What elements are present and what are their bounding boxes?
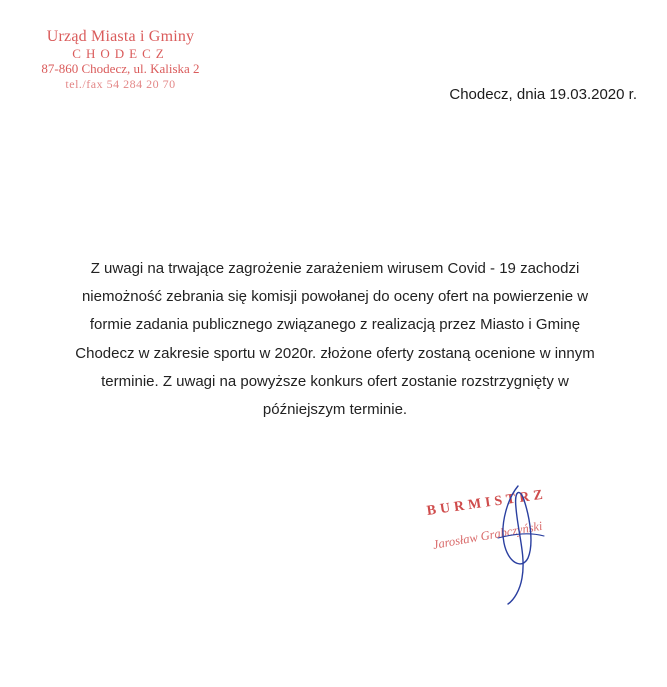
mayor-name: Jarosław Grabczyński — [431, 518, 544, 552]
office-stamp — [28, 28, 213, 92]
notice-body — [30, 255, 640, 424]
date-line: Chodecz, dnia 19.03.2020 r. — [449, 86, 637, 103]
stamp-address: 87-860 Chodecz, ul. Kaliska 2 — [41, 61, 200, 76]
notice-line: niemożność zebrania się komisji powołanej do oceny ofert na powierzenie w — [81, 288, 589, 306]
notice-line: późniejszym terminie. — [262, 401, 408, 419]
mayor-title: BURMISTRZ — [425, 487, 548, 519]
notice-line: Z uwagi na trwające zagrożenie zarażeniem wirusem Covid - 19 zachodzi — [90, 260, 580, 277]
notice-line: formie zadania publicznego związanego z realizacją przez Miasto i Gminę — [89, 316, 581, 334]
notice-line: Chodecz w zakresie sportu w 2020r. złożone oferty zostaną ocenione w innym — [75, 344, 595, 362]
handwritten-signature — [478, 478, 558, 608]
stamp-town-name: CHODECZ — [72, 46, 169, 61]
stamp-phone: tel./fax 54 284 20 70 — [65, 77, 176, 91]
stamp-office-name: Urząd Miasta i Gminy — [46, 28, 195, 45]
notice-line: terminie. Z uwagi na powyższe konkurs ofert zostanie rozstrzygnięty w — [101, 372, 569, 390]
